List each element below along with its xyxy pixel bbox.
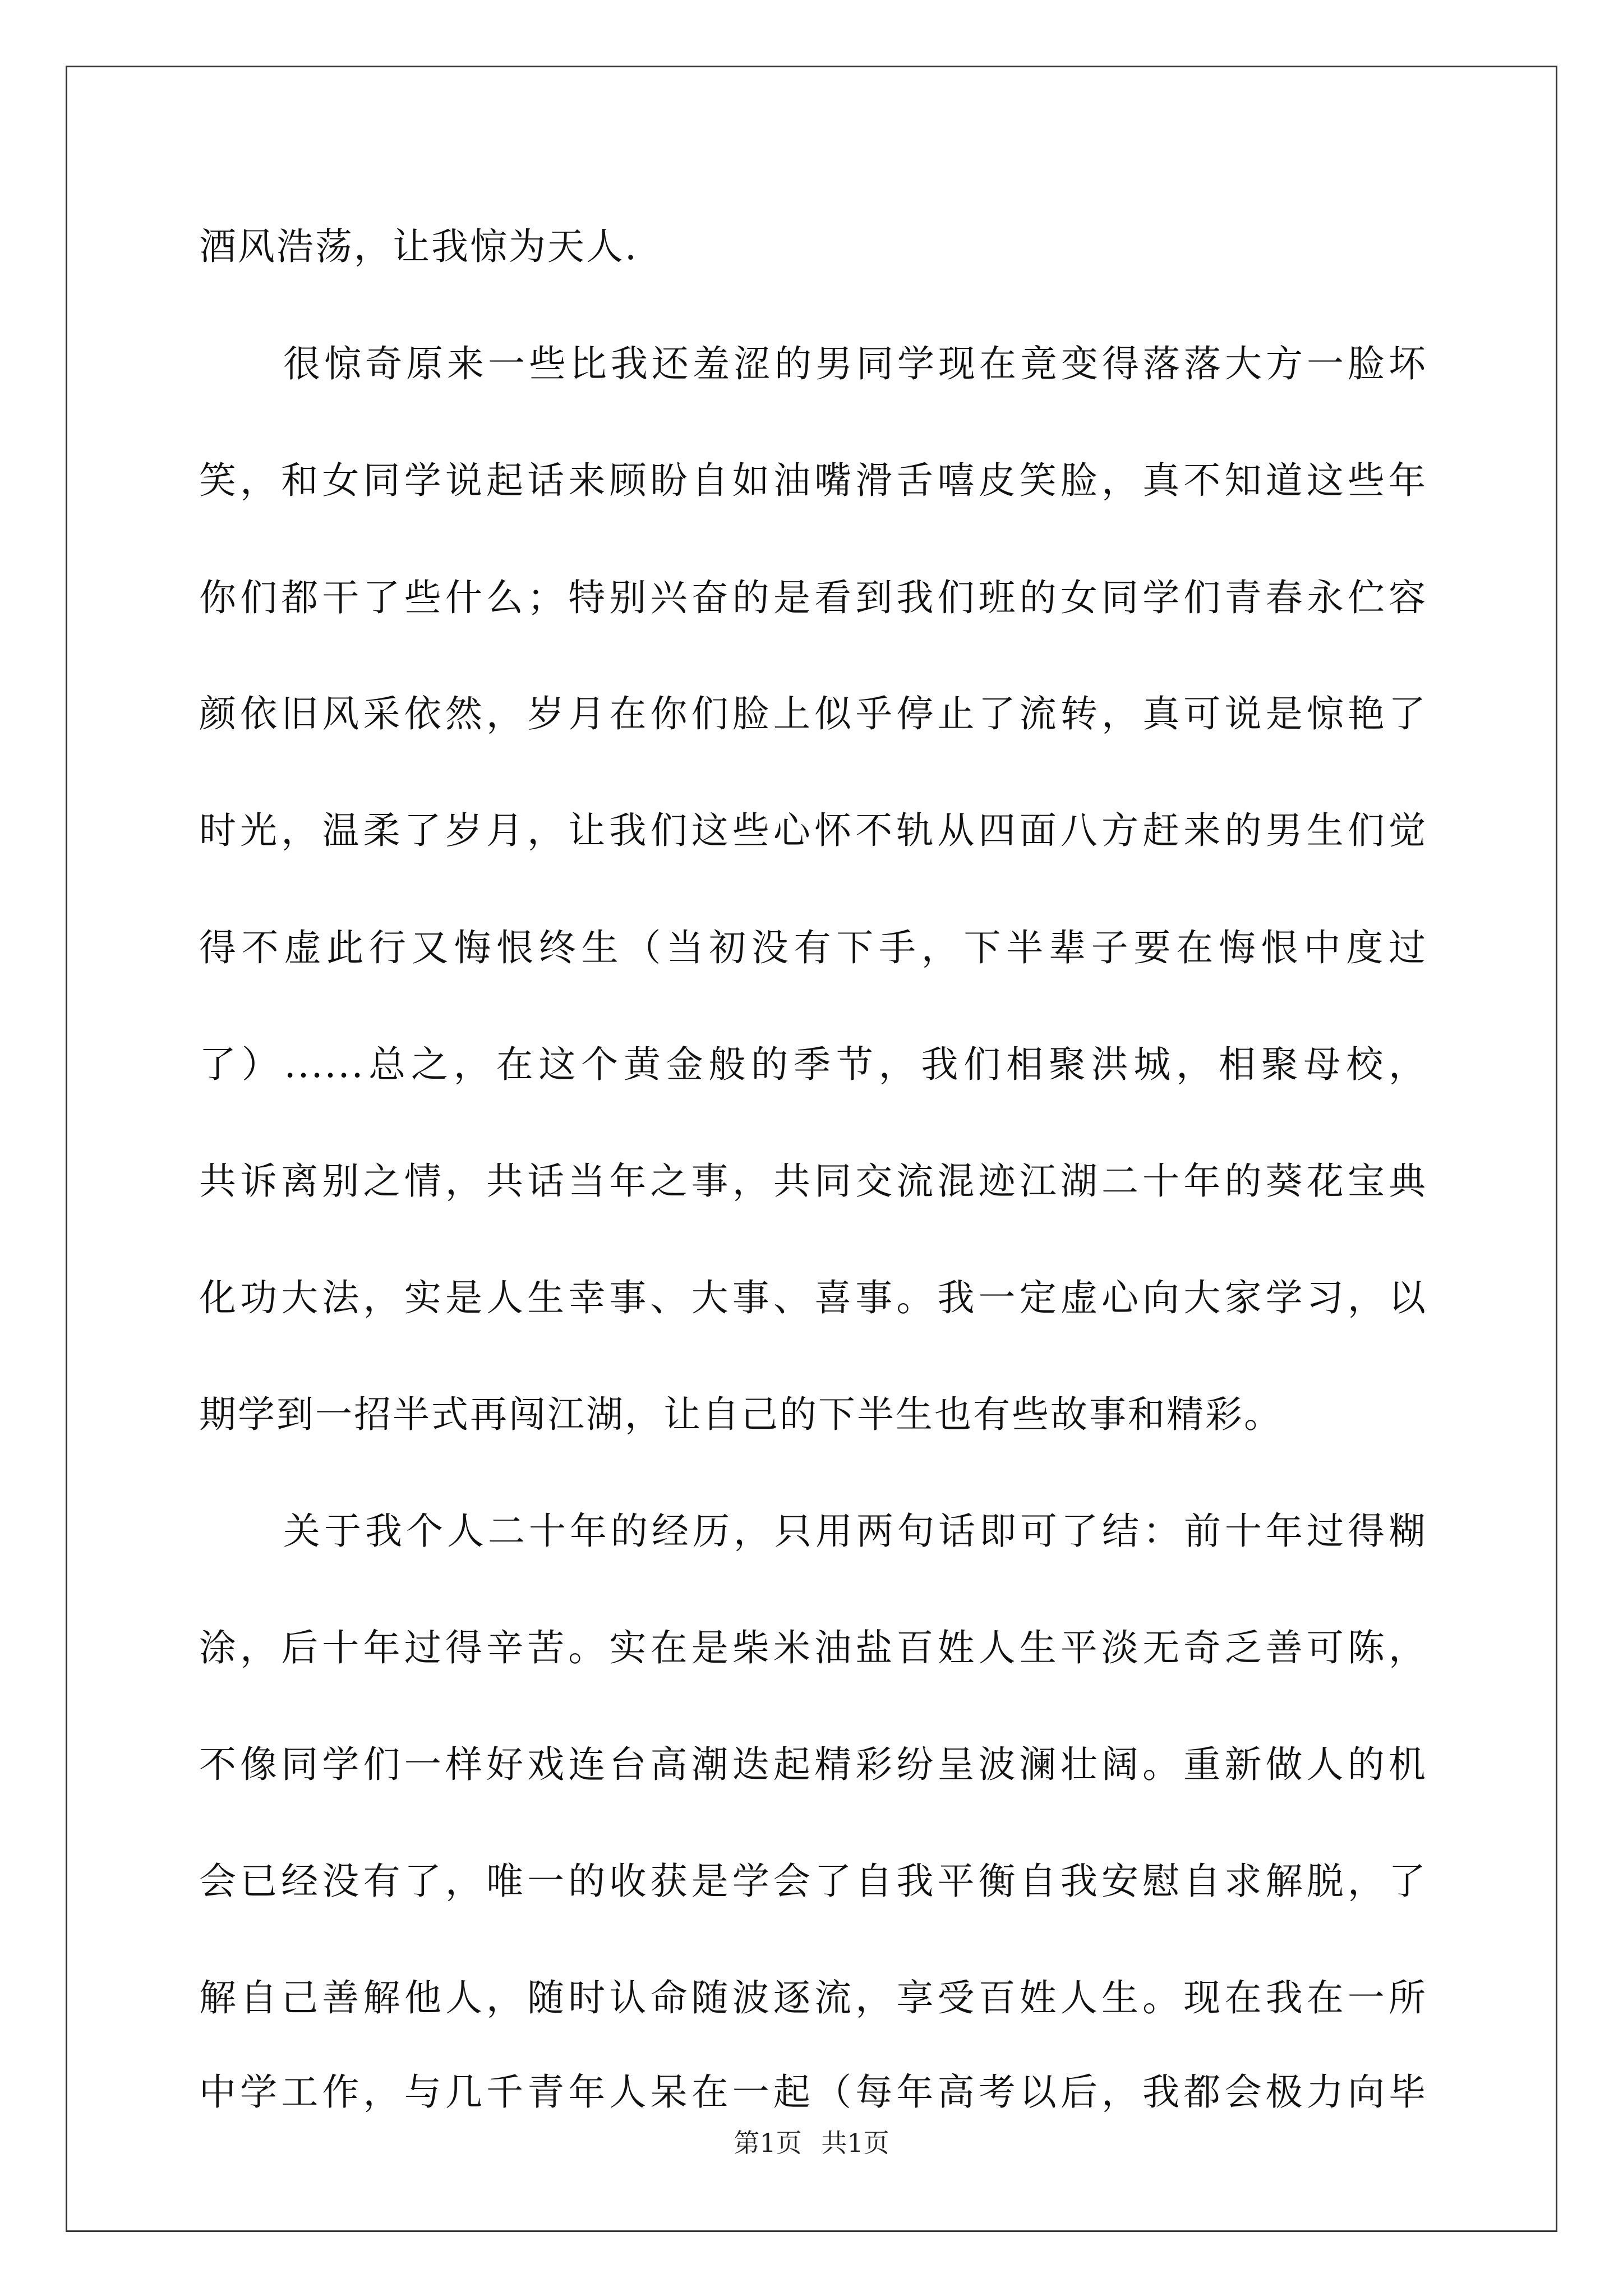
page-border: [66, 66, 1557, 2232]
paragraph-2-line-8: 共诉离别之情，共话当年之事，共同交流混迹江湖二十年的葵花宝典: [199, 1159, 1427, 1203]
paragraph-2-line-6: 得不虚此行又悔恨终生（当初没有下手，下半辈子要在悔恨中度过: [199, 926, 1427, 969]
paragraph-3-line-4: 会已经没有了，唯一的收获是学会了自我平衡自我安慰自求解脱，了: [199, 1860, 1427, 1903]
paragraph-2-line-5: 时光，温柔了岁月，让我们这些心怀不轨从四面八方赶来的男生们觉: [199, 809, 1427, 852]
text-line-1: 酒风浩荡，让我惊为天人.: [199, 225, 638, 268]
paragraph-3-line-3: 不像同学们一样好戏连台高潮迭起精彩纷呈波澜壮阔。重新做人的机: [199, 1743, 1427, 1786]
page-total: 共1页: [821, 2128, 889, 2158]
paragraph-2-line-4: 颜依旧风采依然，岁月在你们脸上似乎停止了流转，真可说是惊艳了: [199, 692, 1427, 735]
paragraph-2-line-3: 你们都干了些什么；特别兴奋的是看到我们班的女同学们青春永伫容: [199, 576, 1427, 619]
paragraph-2-line-1: 很惊奇原来一些比我还羞涩的男同学现在竟变得落落大方一脸坏: [283, 342, 1427, 385]
paragraph-3-line-5: 解自己善解他人，随时认命随波逐流，享受百姓人生。现在我在一所: [199, 1976, 1427, 2019]
page-footer: [0, 2127, 1623, 2159]
paragraph-3-line-6: 中学工作，与几千青年人呆在一起（每年高考以后，我都会极力向毕: [199, 2070, 1427, 2114]
paragraph-3-line-1: 关于我个人二十年的经历，只用两句话即可了结：前十年过得糊: [283, 1510, 1427, 1553]
page-number: 第1页: [734, 2128, 802, 2158]
paragraph-2-line-2: 笑，和女同学说起话来顾盼自如油嘴滑舌嘻皮笑脸，真不知道这些年: [199, 459, 1427, 502]
paragraph-2-line-10: 期学到一招半式再闯江湖，让自己的下半生也有些故事和精彩。: [199, 1393, 1283, 1436]
paragraph-3-line-2: 涂，后十年过得辛苦。实在是柴米油盐百姓人生平淡无奇乏善可陈，: [199, 1626, 1427, 1669]
paragraph-2-line-7: 了）......总之，在这个黄金般的季节，我们相聚洪城，相聚母校，: [199, 1043, 1427, 1086]
paragraph-2-line-9: 化功大法，实是人生幸事、大事、喜事。我一定虚心向大家学习，以: [199, 1276, 1427, 1319]
